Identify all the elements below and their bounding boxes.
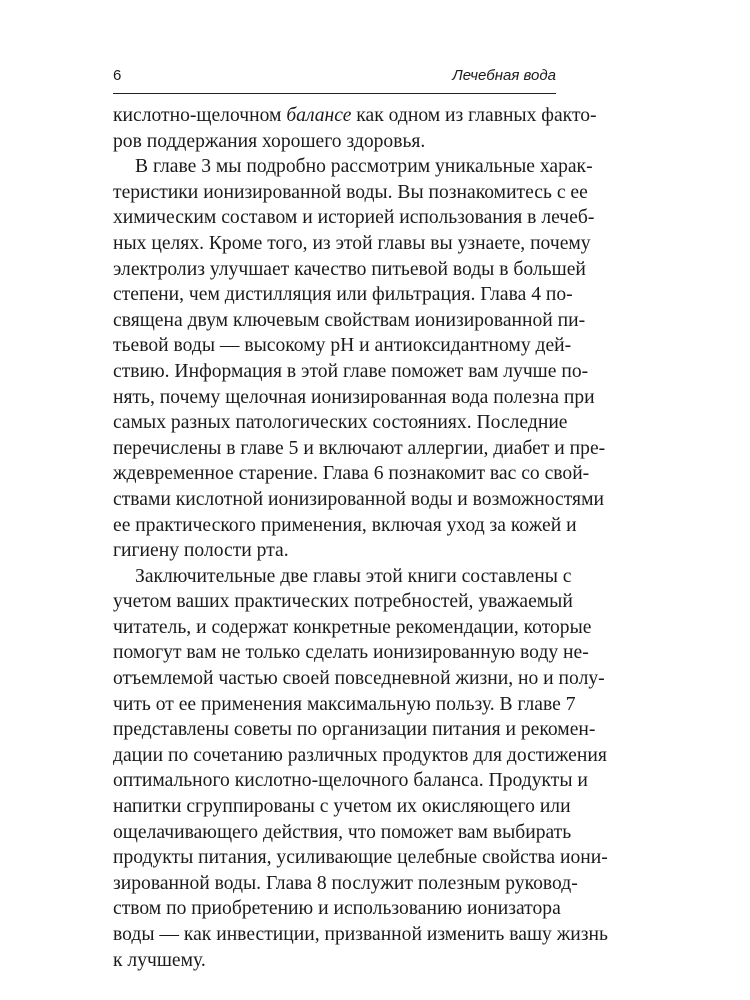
text-line: к лучшему. xyxy=(113,949,206,971)
text-line: кислотно-щелочном балансе как одном из главных факто- xyxy=(113,105,597,126)
text-line: ством по приобретению и использованию ионизатора xyxy=(113,898,561,920)
text-line: гигиену полости рта. xyxy=(113,540,289,562)
text-line: воды — как инвестиции, призванной изменить вашу жизнь xyxy=(113,924,608,945)
paragraph xyxy=(113,564,608,974)
text-line: читатель, и содержат конкретные рекомендации, которые xyxy=(113,616,592,638)
body-text xyxy=(113,103,608,973)
text-line: чить от ее применения максимальную пользу. В главе 7 xyxy=(113,693,576,715)
page-number: 6 xyxy=(113,67,122,84)
text-line: священа двум ключевым свойствам ионизированной пи- xyxy=(113,309,586,331)
text-line: учетом ваших практических потребностей, уважаемый xyxy=(113,591,573,613)
text-line: помогут вам не только сделать ионизированную воду не- xyxy=(113,642,589,664)
text-line: Заключительные две главы этой книги составлены с xyxy=(135,565,572,587)
text-line: ждевременное старение. Глава 6 познакомит вас со свой- xyxy=(113,463,590,485)
text-line: дации по сочетанию различных продуктов для достижения xyxy=(113,744,607,766)
paragraph xyxy=(113,154,606,564)
text-line: самых разных патологических состояниях. Последние xyxy=(113,412,568,434)
text-line: ных целях. Кроме того, из этой главы вы узнаете, почему xyxy=(113,232,591,254)
text-line: представлены советы по организации питания и рекомен- xyxy=(113,719,596,741)
text-line: нять, почему щелочная ионизированная вода полезна при xyxy=(113,386,595,408)
text-line: теристики ионизированной воды. Вы познакомитесь с ее xyxy=(113,181,588,203)
text-line: перечислены в главе 5 и включают аллергии, диабет и пре- xyxy=(113,437,606,459)
text-line: ствами кислотной ионизированной воды и возможностями xyxy=(113,488,604,510)
emphasis: балансе xyxy=(286,105,352,126)
text-line: химическим составом и историей использования в лечеб- xyxy=(113,207,595,229)
text-line: продукты питания, усиливающие целебные свойства иони- xyxy=(113,847,608,869)
running-title: Лечебная вода xyxy=(452,67,556,84)
text-line: отъемлемой частью своей повседневной жизни, но и полу- xyxy=(113,668,605,690)
paragraph xyxy=(113,103,597,154)
text-line: зированной воды. Глава 8 послужит полезным руковод- xyxy=(113,872,578,894)
text-line: ее практического применения, включая уход за кожей и xyxy=(113,514,577,536)
text-line: В главе 3 мы подробно рассмотрим уникальные харак- xyxy=(135,156,593,178)
text-line: ров поддержания хорошего здоровья. xyxy=(113,130,426,152)
text-line: электролиз улучшает качество питьевой воды в большей xyxy=(113,258,586,280)
text-line: тьевой воды — высокому pH и антиоксидантному дей- xyxy=(113,335,572,357)
text-line: степени, чем дистилляция или фильтрация. Глава 4 по- xyxy=(113,284,573,306)
text-line: напитки сгруппированы с учетом их окисляющего или xyxy=(113,796,571,818)
running-header xyxy=(113,67,556,94)
text-line: ствию. Информация в этой главе поможет вам лучше по- xyxy=(113,360,589,382)
text-line: оптимального кислотно-щелочного баланса. Продукты и xyxy=(113,770,588,792)
text-line: ощелачивающего действия, что поможет вам выбирать xyxy=(113,821,572,843)
